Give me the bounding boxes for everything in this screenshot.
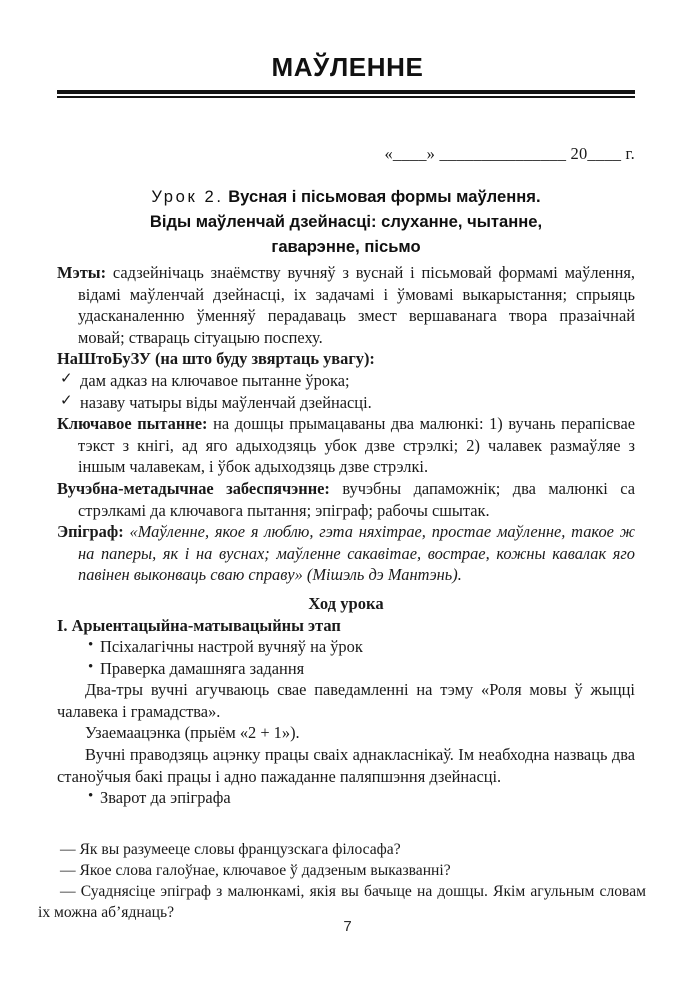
epigraph-bullet-list <box>57 787 635 809</box>
page-title: МАЎЛЕННЕ <box>271 52 424 82</box>
bullet-icon: • <box>88 788 94 805</box>
question-text: Якое слова галоўнае, ключавое ў дадзеным выказванні? <box>79 862 451 879</box>
check-icon: ✓ <box>60 371 73 388</box>
list-item <box>57 392 635 414</box>
page-number: 7 <box>343 918 352 935</box>
list-item <box>57 658 635 680</box>
stage-one-title: І. Арыентацыйна-матывацыйны этап <box>57 615 341 635</box>
key-question-block <box>57 413 635 478</box>
date-blank-line: «____» _______________ 20____ г. <box>384 144 635 163</box>
lesson-title-line3: гаварэнне, пісьмо <box>271 237 421 256</box>
dash-icon: — <box>60 883 76 900</box>
materials-block <box>57 478 635 521</box>
document-body <box>57 262 635 809</box>
paragraph-peer-assessment: Узаемаацэнка (прыём «2 + 1»). <box>85 723 300 743</box>
epigraph-text: «Маўленне, якое я люблю, гэта няхітрае, простае маўленне, такое ж на паперы, як і на вуснах; маўленне сакавітае, вострае, кожны кавалак яго павінен выконваць сваю справу» (Мішэль дэ Мантэнь). <box>78 522 635 585</box>
lesson-title-line1: Вусная і пісьмовая формы маўлення. <box>228 187 541 206</box>
nashtobuzu-label: НаШтоБуЗУ (на што буду звяртаць увагу): <box>57 349 375 369</box>
stage-one-bullets <box>57 636 635 679</box>
divider-thin-line <box>57 96 635 98</box>
checklist-item-text: дам адказ на ключавое пытанне ўрока; <box>80 370 350 390</box>
goals-label: Мэты: <box>57 263 107 282</box>
question-text: Як вы разумееце словы французскага філосафа? <box>79 841 401 858</box>
bullet-icon: • <box>88 658 94 675</box>
paragraph-reports: Два-тры вучні агучваюць свае паведамленні на тэму «Роля мовы ў жыцці чалавека і грамадства». <box>57 680 635 721</box>
goals-text: садзейнічаць знаёмству вучняў з вуснай і пісьмовай формамі маўлення, відамі маўленчай дзейнасці, іх задачамі і ўмовамі выкарыстання; спрыяць удасканаленню ўменняў перадаваць змест вершаванага твора празаічнай мовай; ствараць сітуацыю поспеху. <box>78 263 635 347</box>
checklist-item-text: назаву чатыры віды маўленчай дзейнасці. <box>80 392 372 412</box>
nashtobuzu-label-block <box>57 348 635 370</box>
goals-block <box>57 262 635 348</box>
list-item <box>57 787 635 809</box>
epigraph-label: Эпіграф: <box>57 522 124 542</box>
materials-text: вучэбны дапаможнік; два малюнкі са стрэлкамі да ключавога пытання; эпіграф; рабочы сшытак. <box>78 478 635 520</box>
paragraph-assessment-details: Вучні праводзяць ацэнку працы сваіх аднакласнікаў. Ім неабходна назваць два станоўчыя бакі працы і адно пажаданне паляпшэння дзейнасці. <box>57 745 635 786</box>
question-line <box>38 881 646 923</box>
bullet-item-text: Праверка дамашняга задання <box>100 658 305 678</box>
lesson-number-label: Урок 2. <box>151 187 224 206</box>
materials-label: Вучэбна-метадычнае забеспячэнне: <box>57 478 330 498</box>
lesson-flow-title: Ход урока <box>308 593 384 613</box>
lesson-title-line2: Віды маўленчай дзейнасці: слуханне, чытанне, <box>149 212 543 231</box>
lesson-heading <box>80 184 612 259</box>
dash-icon: — <box>60 841 76 858</box>
bullet-icon: • <box>88 637 94 654</box>
key-question-label: Ключавое пытанне: <box>57 414 208 434</box>
key-question-text: на дошцы прымацаваны два малюнкі: 1) вучань перапісвае тэкст з кнігі, ад яго адыходзяць убок дзве стрэлкі; 2) чалавек размаўляе з іншым чалавекам, і ўбок адыходзяць дзве стрэлкі. <box>78 414 635 477</box>
check-icon: ✓ <box>60 393 73 410</box>
header-divider <box>57 90 635 98</box>
list-item <box>57 636 635 658</box>
question-line <box>38 839 646 860</box>
discussion-questions <box>38 839 646 923</box>
question-text: Суаднясіце эпіграф з малюнкамі, якія вы бачыце на дошцы. Якім агульным словам іх можна аб’яднаць? <box>38 883 646 921</box>
dash-icon: — <box>60 862 76 879</box>
bullet-item-text: Псіхалагічны настрой вучняў на ўрок <box>100 637 363 657</box>
question-line <box>38 860 646 881</box>
bullet-item-text: Зварот да эпіграфа <box>100 788 231 808</box>
list-item <box>57 370 635 392</box>
epigraph-block <box>57 521 635 586</box>
nashtobuzu-checklist <box>57 370 635 413</box>
